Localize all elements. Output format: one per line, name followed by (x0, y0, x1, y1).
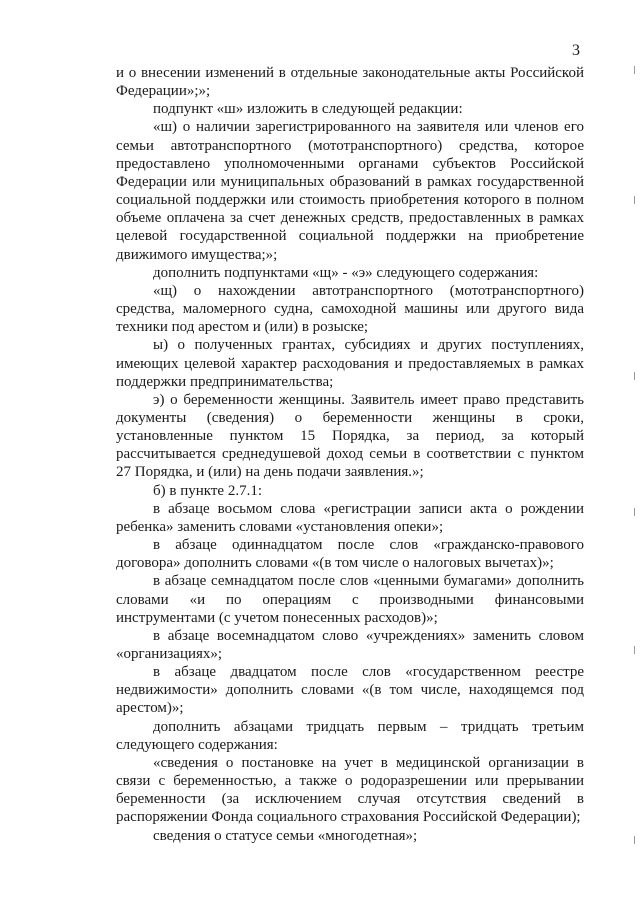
paragraph: в абзаце двадцатом после слов «государственном реестре недвижимости» дополнить словами «(в том числе, находящемся под арестом)»; (116, 664, 584, 717)
paragraph: в абзаце восьмом слова «регистрации записи акта о рождении ребенка» заменить словами «установления опеки»; (116, 500, 584, 535)
paragraph: в абзаце семнадцатом после слов «ценными бумагами» дополнить словами «и по операциям с производными финансовыми инструментами (с учетом понесенных расходов)»; (116, 573, 584, 626)
paragraph: подпункт «ш» изложить в следующей редакции: (153, 101, 463, 118)
scan-edge-mark (634, 508, 635, 516)
document-body (116, 64, 584, 845)
paragraph: ы) о полученных грантах, субсидиях и других поступлениях, имеющих целевой характер расходования и предоставляемых в рамках поддержки предпринимательства; (116, 337, 584, 390)
paragraph: «сведения о постановке на учет в медицинской организации в связи с беременностью, а также о родоразрешении или прерывании беременности (за исключением случая отсутствия сведений в распоряжении Фонда социального страхования Российской Федерации); (116, 754, 584, 826)
paragraph: э) о беременности женщины. Заявитель имеет право представить документы (сведения) о беременности женщины в сроки, установленные пунктом 15 Порядка, за период, за который рассчитывается среднедушевой доход семьи в соответствии с пунктом 27 Порядка, и (или) на день подачи заявления.»; (116, 391, 584, 481)
scan-edge-mark (634, 646, 635, 654)
paragraph: дополнить подпунктами «щ» - «э» следующего содержания: (153, 264, 539, 281)
paragraph: в абзаце одиннадцатом после слов «гражданско-правового договора» дополнить словами «(в том числе о налоговых вычетах)»; (116, 537, 584, 572)
paragraph: в абзаце восемнадцатом слово «учреждениях» заменить словом «организациях»; (116, 627, 584, 662)
paragraph: б) в пункте 2.7.1: (153, 482, 262, 499)
paragraph: «ш) о наличии зарегистрированного на заявителя или членов его семьи автотранспортного (мототранспортного) средства, которое предоставлено уполномоченными органами субъектов Российской Федерации или муниципальных образований в рамках государственной социальной поддержки или стоимость приобретения которого в полном объеме оплачена за счет денежных средств, предоставленных в рамках целевой государственной социальной поддержки на приобретение движимого имущества;»; (116, 119, 584, 263)
scan-edge-mark (634, 836, 635, 844)
page-number: 3 (572, 42, 580, 59)
paragraph: сведения о статусе семьи «многодетная»; (153, 827, 418, 844)
paragraph: «щ) о нахождении автотранспортного (мототранспортного) средства, маломерного судна, самоходной машины или другого вида техники под арестом и (или) в розыске; (116, 282, 584, 336)
paragraph: дополнить абзацами тридцать первым – тридцать третьим следующего содержания: (116, 718, 584, 753)
scan-edge-mark (634, 196, 635, 204)
scan-edge-mark (634, 66, 635, 74)
paragraph: и о внесении изменений в отдельные законодательные акты Российской Федерации»;»; (116, 65, 584, 100)
scan-edge-mark (634, 372, 635, 380)
